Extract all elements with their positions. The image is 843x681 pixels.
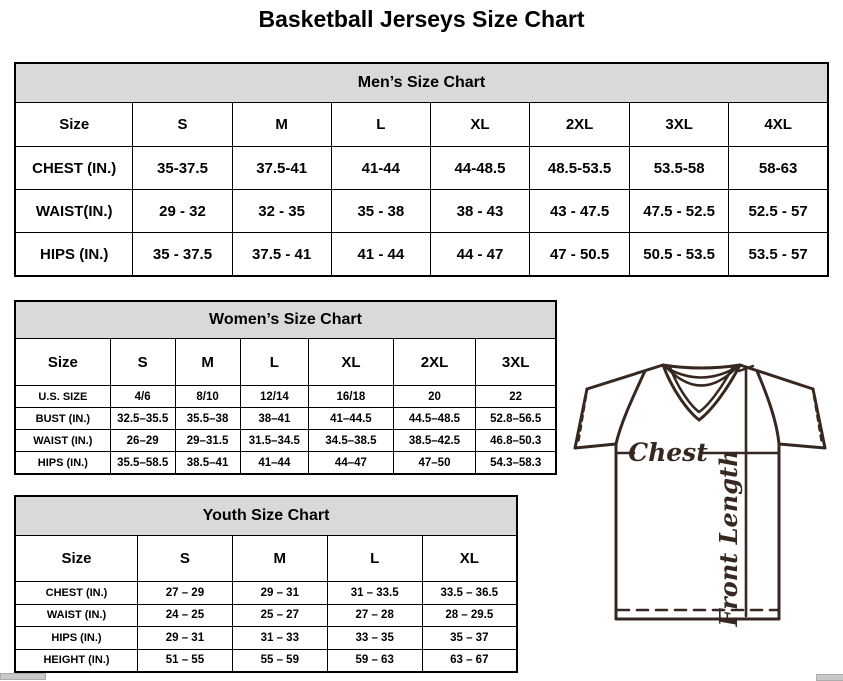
mens-col-3xl: 3XL xyxy=(630,103,729,147)
womens-ussize-label: U.S. SIZE xyxy=(15,386,110,408)
youth-chest-row xyxy=(15,582,517,605)
table-cell: 48.5-53.5 xyxy=(530,147,630,190)
youth-height-row xyxy=(15,649,517,672)
table-cell: 44 - 47 xyxy=(430,233,529,277)
table-cell: 27 – 29 xyxy=(137,582,232,605)
table-cell: 31 – 33 xyxy=(232,627,327,650)
table-cell: 24 – 25 xyxy=(137,604,232,627)
table-cell: 59 – 63 xyxy=(327,649,422,672)
mens-column-header-row xyxy=(15,103,828,147)
table-cell: 41–44 xyxy=(240,452,309,475)
table-cell: 53.5 - 57 xyxy=(729,233,828,277)
table-cell: 29 – 31 xyxy=(232,582,327,605)
mens-waist-row xyxy=(15,190,828,233)
table-cell: 47–50 xyxy=(393,452,476,475)
table-cell: 58-63 xyxy=(729,147,828,190)
table-cell: 38–41 xyxy=(240,408,309,430)
table-cell: 12/14 xyxy=(240,386,309,408)
table-cell: 41-44 xyxy=(331,147,430,190)
youth-size-table xyxy=(14,495,518,673)
womens-col-xl: XL xyxy=(309,339,393,386)
table-cell: 52.5 - 57 xyxy=(729,190,828,233)
table-cell: 31.5–34.5 xyxy=(240,430,309,452)
table-cell: 28 – 29.5 xyxy=(422,604,517,627)
mens-table-header-band xyxy=(15,63,828,103)
table-cell: 35 – 37 xyxy=(422,627,517,650)
womens-col-m: M xyxy=(175,339,240,386)
youth-table-title: Youth Size Chart xyxy=(15,496,517,536)
table-cell: 41–44.5 xyxy=(309,408,393,430)
table-cell: 47.5 - 52.5 xyxy=(630,190,729,233)
womens-hips-label: HIPS (IN.) xyxy=(15,452,110,475)
mens-table-title: Men’s Size Chart xyxy=(15,63,828,103)
youth-height-label: HEIGHT (IN.) xyxy=(15,649,137,672)
table-cell: 35.5–58.5 xyxy=(110,452,175,475)
jersey-left-sleeve-seam xyxy=(616,371,645,444)
table-cell: 25 – 27 xyxy=(232,604,327,627)
table-cell: 44.5–48.5 xyxy=(393,408,476,430)
womens-col-l: L xyxy=(240,339,309,386)
mens-chest-label: CHEST (IN.) xyxy=(15,147,133,190)
table-cell: 26–29 xyxy=(110,430,175,452)
jersey-right-sleeve-seam xyxy=(757,371,779,444)
table-cell: 8/10 xyxy=(175,386,240,408)
table-cell: 35.5–38 xyxy=(175,408,240,430)
table-cell: 50.5 - 53.5 xyxy=(630,233,729,277)
mens-hips-label: HIPS (IN.) xyxy=(15,233,133,277)
jersey-body-outline xyxy=(616,444,779,619)
womens-column-header-row xyxy=(15,339,556,386)
mens-col-2xl: 2XL xyxy=(530,103,630,147)
table-cell: 51 – 55 xyxy=(137,649,232,672)
youth-waist-label: WAIST (IN.) xyxy=(15,604,137,627)
table-cell: 31 – 33.5 xyxy=(327,582,422,605)
table-cell: 37.5 - 41 xyxy=(232,233,331,277)
mens-col-m: M xyxy=(232,103,331,147)
womens-bust-label: BUST (IN.) xyxy=(15,408,110,430)
youth-table-header-band xyxy=(15,496,517,536)
jersey-diagram xyxy=(556,352,843,674)
youth-column-header-row xyxy=(15,536,517,582)
womens-waist-row xyxy=(15,430,556,452)
womens-col-s: S xyxy=(110,339,175,386)
table-cell: 16/18 xyxy=(309,386,393,408)
table-cell: 4/6 xyxy=(110,386,175,408)
chest-label: Chest xyxy=(628,438,708,467)
youth-col-l: L xyxy=(327,536,422,582)
table-cell: 38.5–42.5 xyxy=(393,430,476,452)
table-cell: 34.5–38.5 xyxy=(309,430,393,452)
table-cell: 22 xyxy=(476,386,556,408)
table-cell: 55 – 59 xyxy=(232,649,327,672)
page-title: Basketball Jerseys Size Chart xyxy=(258,6,585,32)
table-cell: 33.5 – 36.5 xyxy=(422,582,517,605)
womens-col-2xl: 2XL xyxy=(393,339,476,386)
table-cell: 35 - 38 xyxy=(331,190,430,233)
womens-hips-row xyxy=(15,452,556,475)
jersey-right-shoulder xyxy=(740,365,813,389)
womens-table-header-band xyxy=(15,301,556,339)
mens-col-s: S xyxy=(133,103,232,147)
youth-col-size: Size xyxy=(15,536,137,582)
table-cell: 63 – 67 xyxy=(422,649,517,672)
womens-size-table xyxy=(14,300,557,475)
womens-bust-row xyxy=(15,408,556,430)
table-cell: 41 - 44 xyxy=(331,233,430,277)
mens-col-xl: XL xyxy=(430,103,529,147)
youth-hips-row xyxy=(15,627,517,650)
table-cell: 32.5–35.5 xyxy=(110,408,175,430)
mens-col-l: L xyxy=(331,103,430,147)
youth-col-m: M xyxy=(232,536,327,582)
table-cell: 29–31.5 xyxy=(175,430,240,452)
womens-table-title: Women’s Size Chart xyxy=(15,301,556,339)
table-cell: 46.8–50.3 xyxy=(476,430,556,452)
womens-waist-label: WAIST (IN.) xyxy=(15,430,110,452)
jersey-left-shoulder xyxy=(587,365,663,389)
table-cell: 44–47 xyxy=(309,452,393,475)
mens-col-4xl: 4XL xyxy=(729,103,828,147)
table-cell: 54.3–58.3 xyxy=(476,452,556,475)
table-cell: 38.5–41 xyxy=(175,452,240,475)
scrollbar-fragment-right[interactable] xyxy=(816,674,843,681)
table-cell: 29 – 31 xyxy=(137,627,232,650)
table-cell: 52.8–56.5 xyxy=(476,408,556,430)
womens-col-size: Size xyxy=(15,339,110,386)
youth-waist-row xyxy=(15,604,517,627)
mens-chest-row xyxy=(15,147,828,190)
table-cell: 32 - 35 xyxy=(232,190,331,233)
table-cell: 43 - 47.5 xyxy=(530,190,630,233)
mens-size-table xyxy=(14,62,829,277)
table-cell: 37.5-41 xyxy=(232,147,331,190)
table-cell: 35-37.5 xyxy=(133,147,232,190)
womens-col-3xl: 3XL xyxy=(476,339,556,386)
table-cell: 20 xyxy=(393,386,476,408)
youth-col-s: S xyxy=(137,536,232,582)
mens-hips-row xyxy=(15,233,828,277)
womens-ussize-row xyxy=(15,386,556,408)
jersey-collar-top xyxy=(663,365,740,368)
mens-col-size: Size xyxy=(15,103,133,147)
mens-waist-label: WAIST(IN.) xyxy=(15,190,133,233)
table-cell: 38 - 43 xyxy=(430,190,529,233)
front-length-label: Front Length xyxy=(714,449,743,627)
youth-col-xl: XL xyxy=(422,536,517,582)
table-cell: 53.5-58 xyxy=(630,147,729,190)
youth-hips-label: HIPS (IN.) xyxy=(15,627,137,650)
table-cell: 44-48.5 xyxy=(430,147,529,190)
table-cell: 33 – 35 xyxy=(327,627,422,650)
table-cell: 27 – 28 xyxy=(327,604,422,627)
table-cell: 47 - 50.5 xyxy=(530,233,630,277)
youth-chest-label: CHEST (IN.) xyxy=(15,582,137,605)
table-cell: 29 - 32 xyxy=(133,190,232,233)
table-cell: 35 - 37.5 xyxy=(133,233,232,277)
